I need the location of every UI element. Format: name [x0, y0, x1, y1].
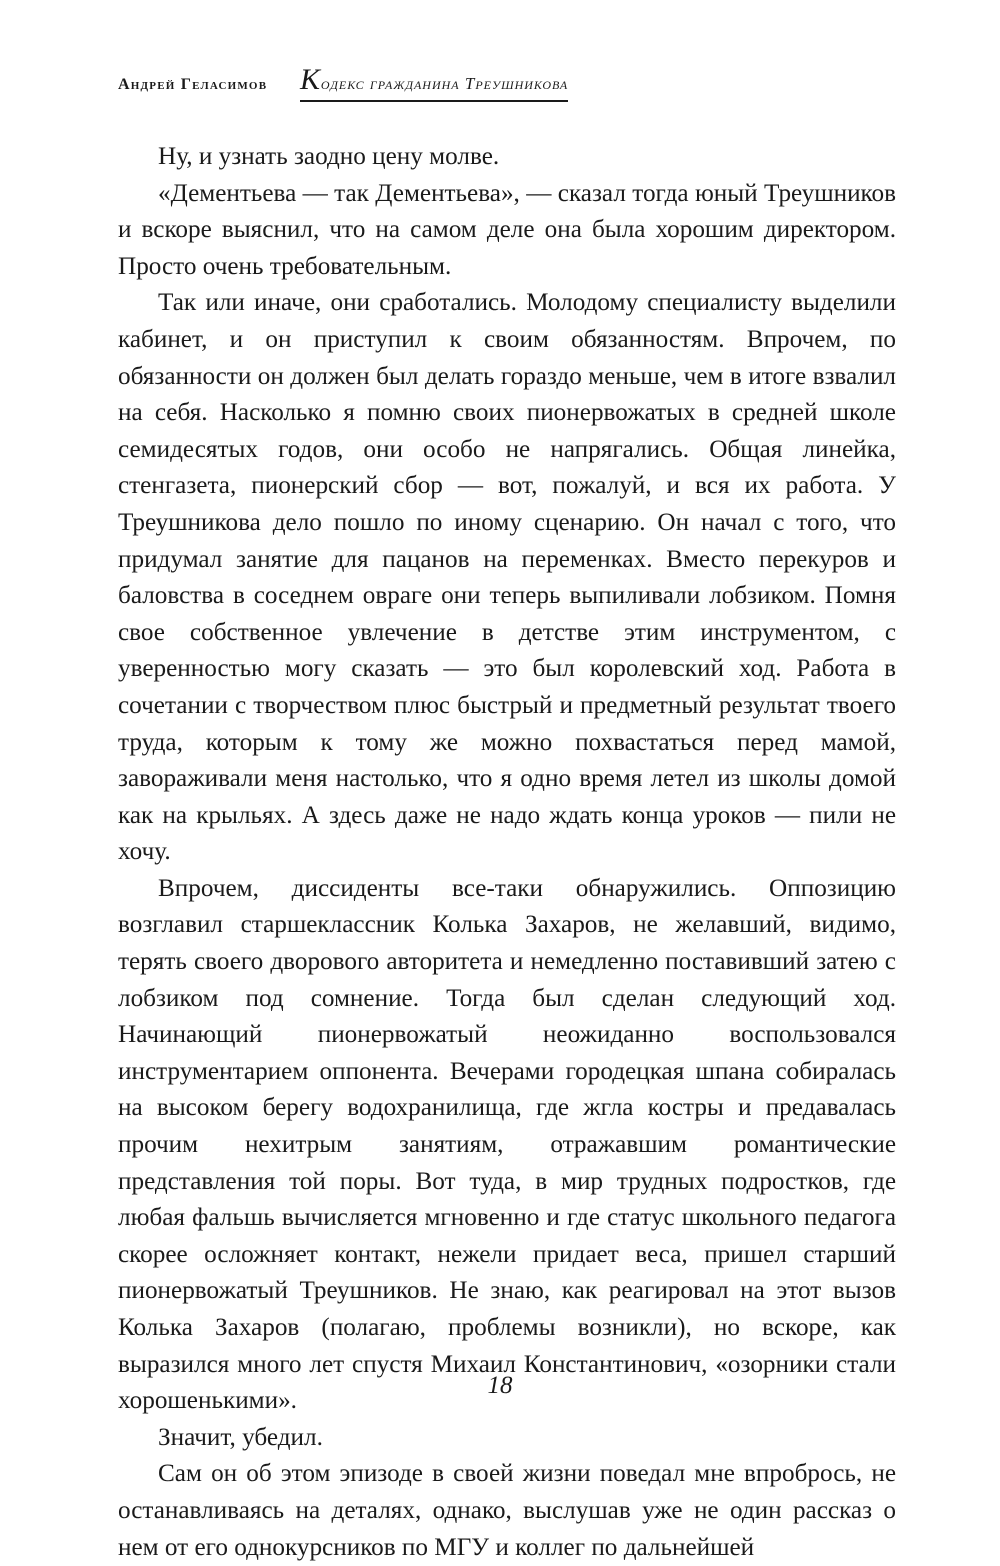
- paragraph: Так или иначе, они сработались. Молодому специалисту выделили кабинет, и он приступил к своим обязанностям. Впрочем, по обязанности он должен был делать гораздо меньше, чем в итоге взвалил на себя. Насколько я помню своих пионервожатых в средней школе семидесятых годов, они особо не напрягались. Общая линейка, стенгазета, пионерский сбор — вот, пожалуй, и вся их работа. У Треушникова дело пошло по иному сценарию. Он начал с того, что придумал занятие для пацанов на переменках. Вместо перекуров и баловства в соседнем овраге они теперь выпиливали лобзиком. Помня свое собственное увлечение в детстве этим инструментом, с уверенностью могу сказать — это был королевский ход. Работа в сочетании с творчеством плюс быстрый и предметный результат твоего труда, которым к тому же можно похвастаться перед мамой, завораживали меня настолько, что я одно время летел из школы домой как на крыльях. А здесь даже не надо ждать конца уроков — пили не хочу.: [118, 289, 896, 866]
- running-head-title-initial: К: [300, 63, 321, 96]
- body-text: [118, 139, 896, 1566]
- running-head-title-rest: одекс гражданина Треушникова: [320, 74, 569, 93]
- paragraph: «Дементьева — так Дементьева», — сказал тогда юный Треушников и вскоре выяснил, что на самом деле она была хорошим директором. Просто очень требовательным.: [118, 179, 896, 280]
- paragraph: Значит, убедил.: [158, 1423, 323, 1451]
- paragraph: Впрочем, диссиденты все-таки обнаружились. Оппозицию возглавил старшеклассник Колька Захаров, не желавший, видимо, терять своего дворового авторитета и немедленно поставивший затею с лобзиком под сомнение. Тогда был сделан следующий ход. Начинающий пионервожатый неожиданно воспользовался инструментарием оппонента. Вечерами городецкая шпана собиралась на высоком берегу водохранилища, где жгла костры и предавалась прочим нехитрым занятиям, отражавшим романтические представления той поры. Вот туда, в мир трудных подростков, где любая фальшь вычисляется мгновенно и где статус школьного педагога скорее осложняет контакт, нежели придает веса, пришел старший пионервожатый Треушников. Не знаю, как реагировал на этот вызов Колька Захаров (полагаю, проблемы возникли), но вскоре, как выразился много лет спустя Михаил Константинович, «озорники стали хорошенькими».: [118, 874, 896, 1415]
- running-head: [118, 63, 898, 106]
- paragraph: Ну, и узнать заодно цену молве.: [158, 143, 500, 170]
- running-head-author: Андрей Геласимов: [118, 76, 268, 93]
- page-number: 18: [487, 1372, 513, 1399]
- running-head-title: [300, 63, 569, 102]
- paragraph: Сам он об этом эпизоде в своей жизни поведал мне впробрось, не останавливаясь на деталях, однако, выслушав уже не один рассказ о нем от его однокурсников по МГУ и коллег по дальнейшей: [118, 1460, 896, 1561]
